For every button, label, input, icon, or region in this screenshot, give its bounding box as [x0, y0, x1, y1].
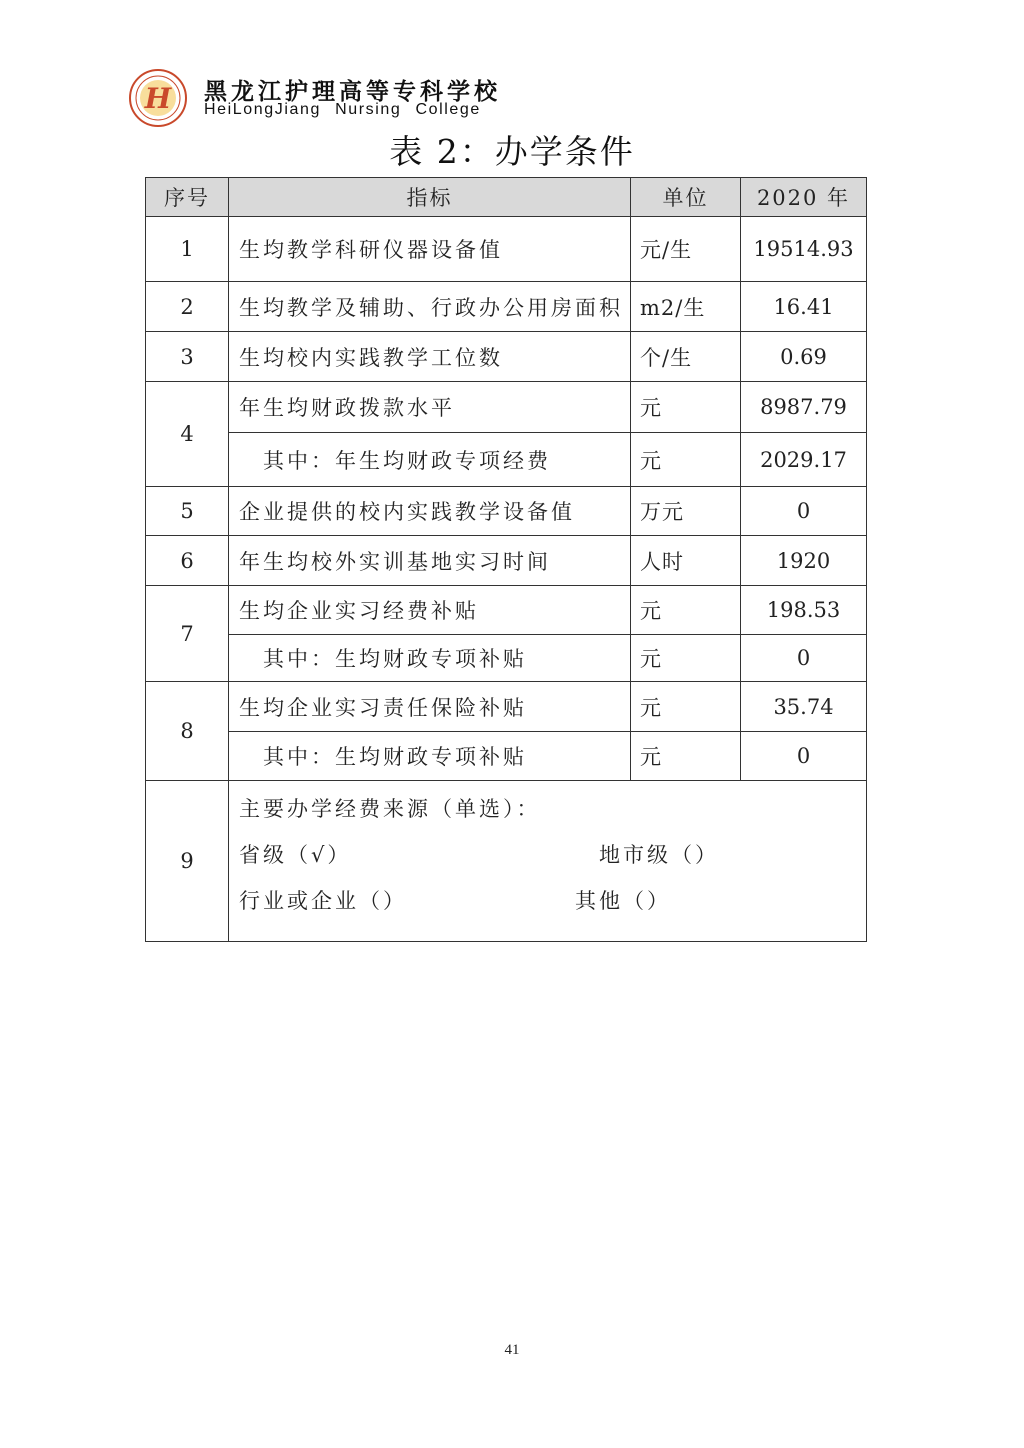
column-header-unit: 单位: [631, 178, 741, 217]
row-indicator: 生均企业实习责任保险补贴: [229, 682, 631, 732]
row-value: 198.53: [741, 586, 867, 635]
row-value: 19514.93: [741, 217, 867, 282]
row-indicator: 生均校内实践教学工位数: [229, 332, 631, 382]
subrow-indicator: 其中：生均财政专项补贴: [229, 732, 631, 781]
row-value: 0: [741, 487, 867, 536]
logo-letter: H: [144, 82, 172, 115]
school-name-en: HeiLongJiang Nursing College: [204, 101, 481, 118]
row-indicator: 生均企业实习经费补贴: [229, 586, 631, 635]
row-seq: 1: [146, 217, 229, 282]
row-value: 35.74: [741, 682, 867, 732]
funding-source-cell: [229, 781, 867, 942]
conditions-table: [145, 177, 867, 942]
row-seq: 9: [146, 781, 229, 942]
row-indicator: 生均教学及辅助、行政办公用房面积: [229, 282, 631, 332]
row-seq: 3: [146, 332, 229, 382]
row-indicator: 企业提供的校内实践教学设备值: [229, 487, 631, 536]
table-subrow: [146, 635, 867, 682]
subrow-value: 2029.17: [741, 433, 867, 487]
option-industry: 行业或企业（）: [239, 889, 407, 913]
row-unit: 人时: [631, 536, 741, 586]
row-seq: 2: [146, 282, 229, 332]
table-row: [146, 382, 867, 433]
row-value: 0.69: [741, 332, 867, 382]
table-subrow: [146, 433, 867, 487]
subrow-value: 0: [741, 635, 867, 682]
subrow-value: 0: [741, 732, 867, 781]
row-value: 16.41: [741, 282, 867, 332]
row-unit: 元/生: [631, 217, 741, 282]
table-row: [146, 586, 867, 635]
row-seq: 4: [146, 382, 229, 487]
column-header-indicator: 指标: [229, 178, 631, 217]
column-header-seq: 序号: [146, 178, 229, 217]
table-subrow: [146, 732, 867, 781]
row-indicator: 年生均校外实训基地实习时间: [229, 536, 631, 586]
option-other: 其他（）: [575, 889, 671, 913]
row-value: 1920: [741, 536, 867, 586]
subrow-unit: 元: [631, 732, 741, 781]
row-unit: 元: [631, 682, 741, 732]
row-unit: m2/生: [631, 282, 741, 332]
funding-heading: 主要办学经费来源（单选）：: [239, 797, 541, 821]
row-indicator: 年生均财政拨款水平: [229, 382, 631, 433]
funding-source-row: [146, 781, 867, 942]
row-unit: 元: [631, 382, 741, 433]
option-provincial: 省级（√）: [239, 843, 352, 867]
subrow-indicator: 其中：年生均财政专项经费: [229, 433, 631, 487]
row-seq: 6: [146, 536, 229, 586]
subrow-unit: 元: [631, 433, 741, 487]
school-name-cn: 黑龙江护理高等专科学校: [204, 79, 501, 105]
row-seq: 5: [146, 487, 229, 536]
table-title: 表 2：办学条件: [389, 132, 635, 171]
table-row: [146, 487, 867, 536]
subrow-unit: 元: [631, 635, 741, 682]
row-indicator: 生均教学科研仪器设备值: [229, 217, 631, 282]
table-row: [146, 682, 867, 732]
table-header-row: [146, 178, 867, 217]
subrow-indicator: 其中：生均财政专项补贴: [229, 635, 631, 682]
row-seq: 7: [146, 586, 229, 682]
table-row: [146, 282, 867, 332]
row-unit: 个/生: [631, 332, 741, 382]
page-number: 41: [504, 1342, 520, 1358]
row-unit: 万元: [631, 487, 741, 536]
option-municipal: 地市级（）: [599, 843, 719, 867]
school-logo: [128, 68, 188, 128]
row-unit: 元: [631, 586, 741, 635]
table-row: [146, 536, 867, 586]
table-row: [146, 217, 867, 282]
row-seq: 8: [146, 682, 229, 781]
column-header-year: 2020 年: [741, 178, 867, 217]
row-value: 8987.79: [741, 382, 867, 433]
table-row: [146, 332, 867, 382]
